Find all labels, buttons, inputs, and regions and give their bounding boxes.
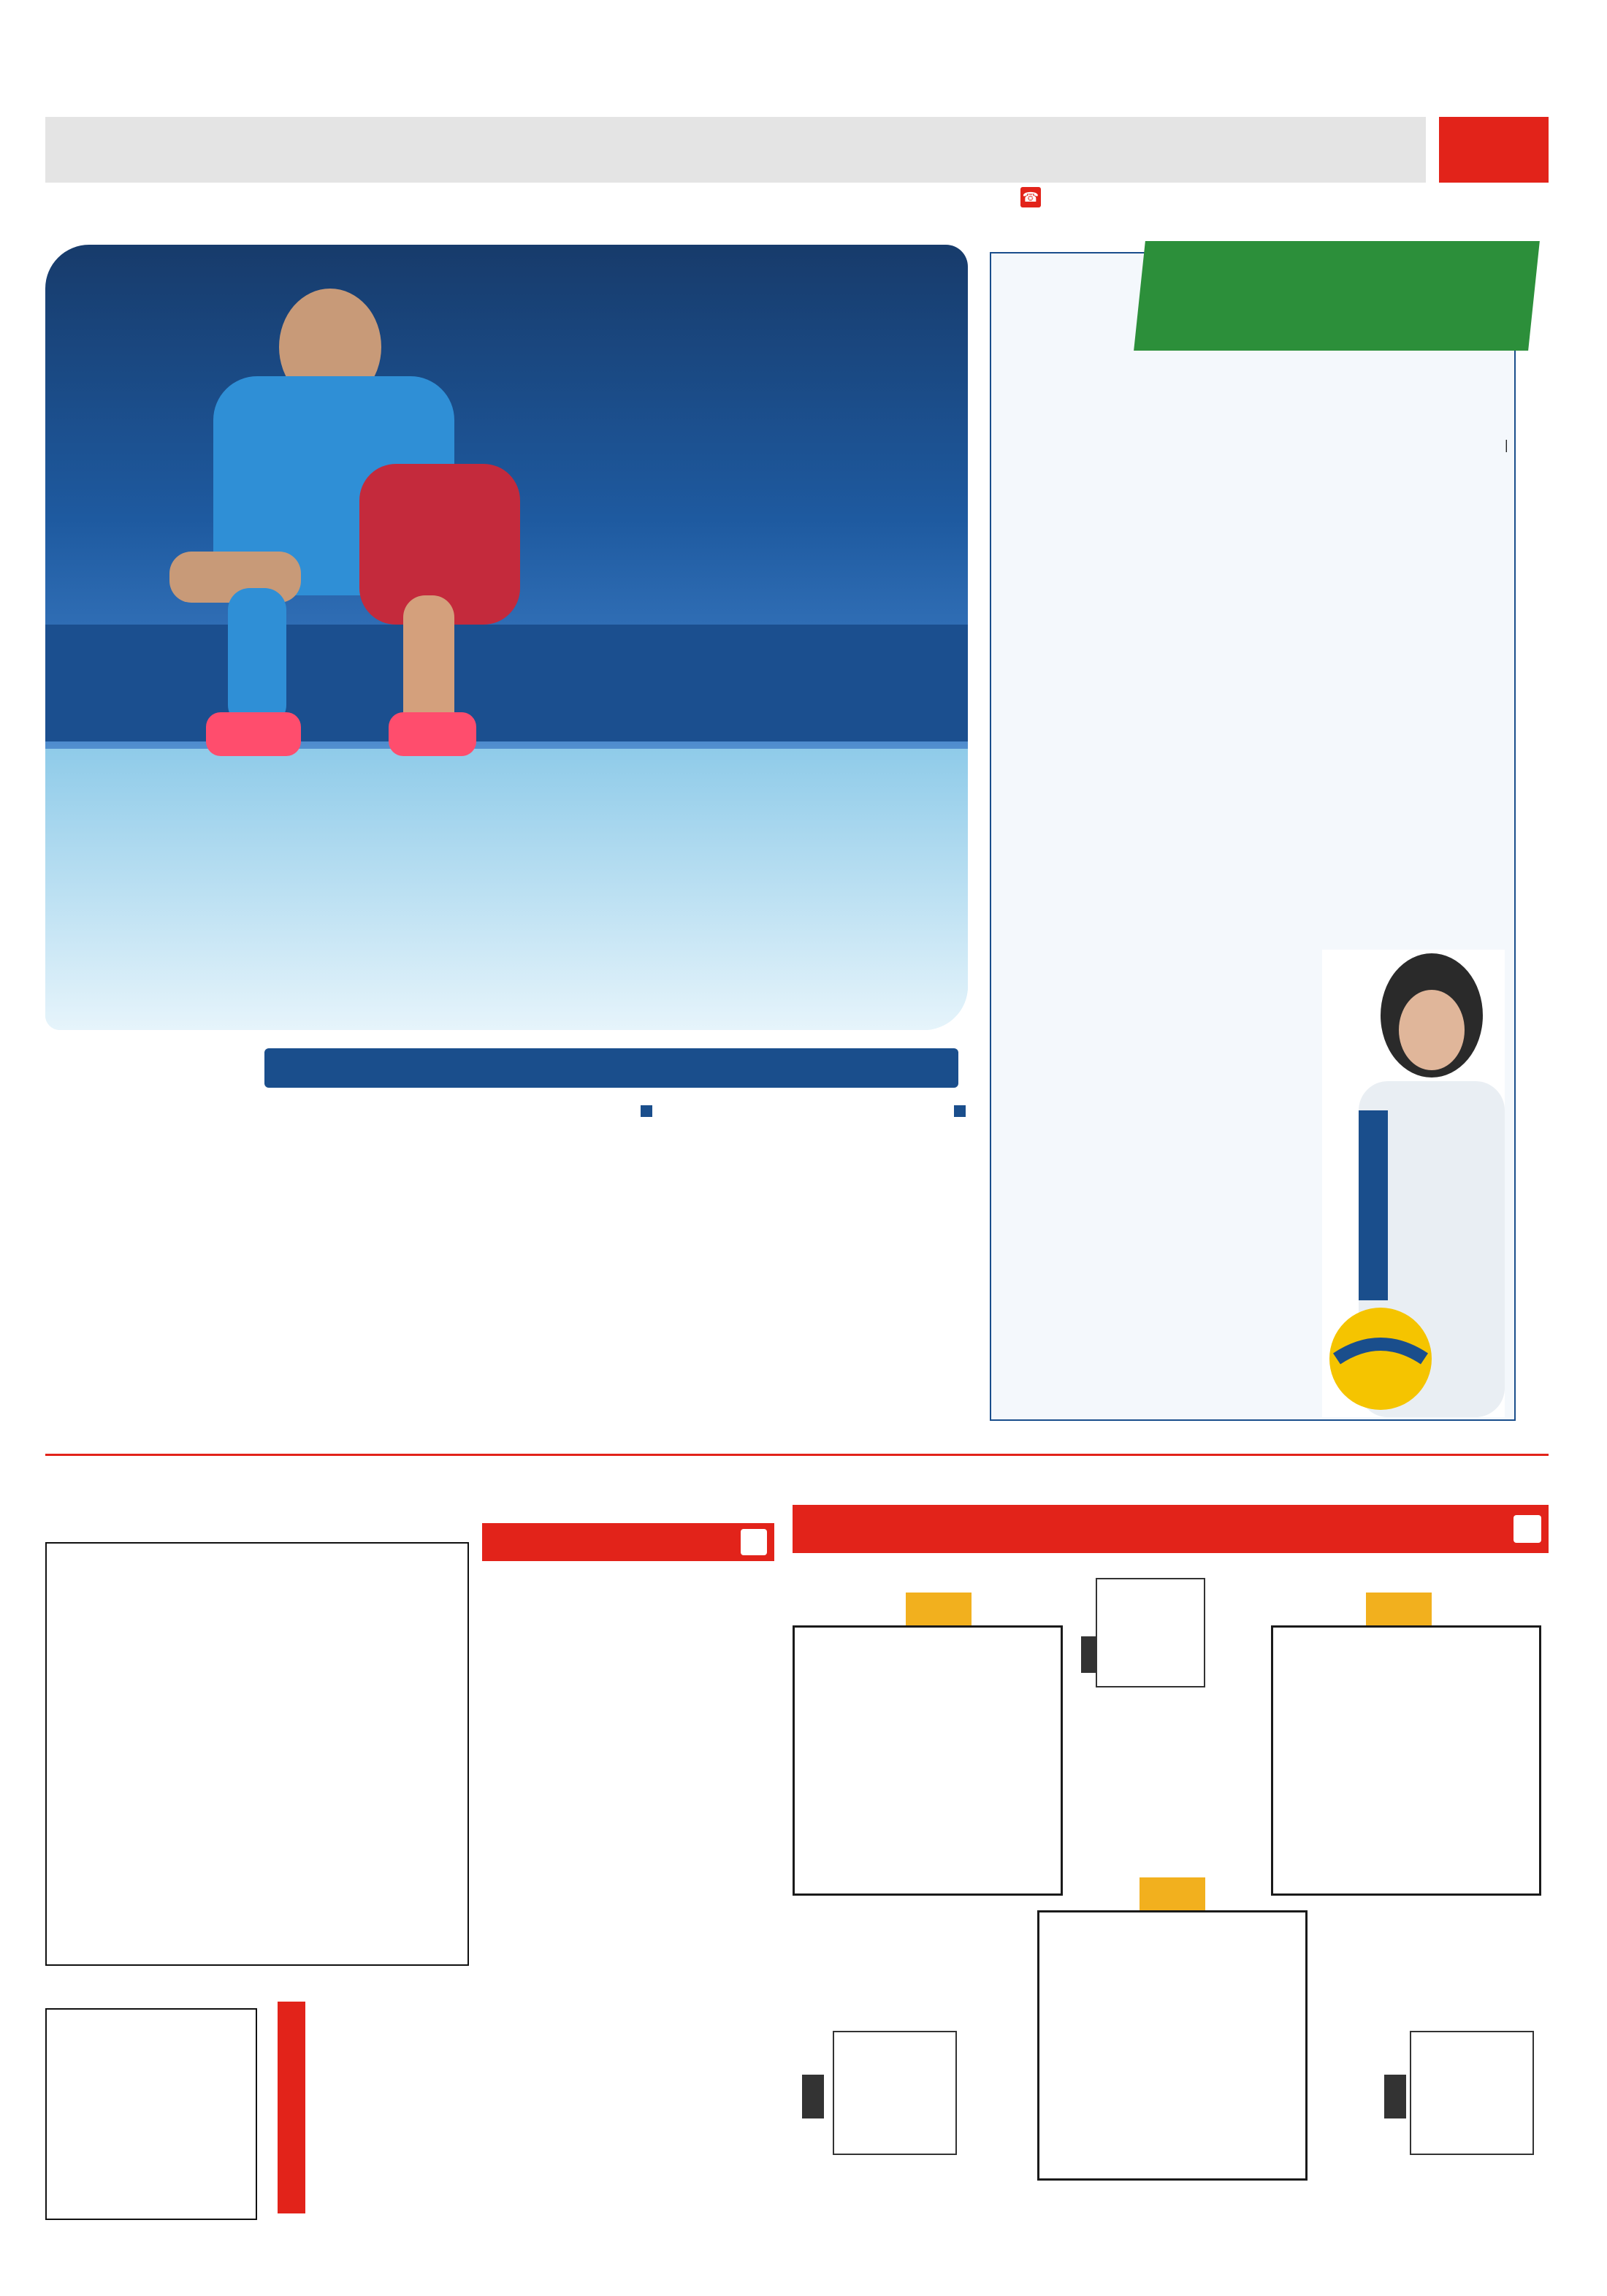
coach-portrait xyxy=(1322,950,1505,1417)
interview-intro: | xyxy=(1504,438,1508,452)
main-article-columns xyxy=(45,1096,966,1439)
square-bullet-icon xyxy=(641,1105,652,1117)
page-number xyxy=(1439,117,1549,183)
answer-grid xyxy=(45,2008,257,2220)
sudoku-header xyxy=(793,1505,1549,1553)
interview-title-banner xyxy=(1134,241,1540,351)
crossword-puzzle xyxy=(45,1523,484,1961)
wrestlers-illustration xyxy=(126,245,535,771)
article-subhead xyxy=(359,1100,652,1122)
qa-column-left xyxy=(1004,526,1248,1403)
header-dateline xyxy=(1012,183,1432,212)
clues-across xyxy=(599,1571,774,2250)
crossword-answer xyxy=(45,1998,264,2217)
crossword-clues-extra xyxy=(314,2002,489,2250)
crossword-row-numbers xyxy=(476,1542,491,1966)
mini-label-hard xyxy=(1384,2075,1406,2118)
sudoku-easy-label xyxy=(1366,1593,1432,1626)
answer-label xyxy=(278,2002,305,2213)
sudoku-easy[interactable] xyxy=(1271,1625,1541,1896)
article-subhead xyxy=(673,1100,966,1122)
wrestling-photo xyxy=(45,245,968,1030)
mini-label-easy xyxy=(802,2075,824,2118)
square-bullet-icon xyxy=(954,1105,966,1117)
article-column-1 xyxy=(673,1096,966,1439)
phone-group xyxy=(1016,187,1041,207)
sudoku-medium[interactable] xyxy=(1037,1910,1308,2181)
mini-label-medium xyxy=(1081,1636,1096,1673)
article-column-3 xyxy=(45,1096,338,1439)
sudoku-answer-mini xyxy=(1096,1578,1205,1687)
photo-mat xyxy=(45,749,968,1030)
sudoku-answer-mini xyxy=(833,2031,957,2155)
crossword-header xyxy=(482,1523,774,1561)
sudoku-hard-label xyxy=(906,1593,972,1626)
main-subheadline xyxy=(264,1048,958,1088)
phone-icon: ☎ xyxy=(1020,187,1041,207)
newspaper-logo[interactable] xyxy=(1008,117,1432,183)
section-divider xyxy=(45,1454,1549,1456)
sudoku-answer-mini xyxy=(1410,2031,1534,2155)
sudoku-hard[interactable] xyxy=(793,1625,1063,1896)
article-column-2 xyxy=(359,1096,652,1439)
puzzle-icon xyxy=(1514,1515,1541,1543)
puzzle-icon xyxy=(741,1529,767,1555)
sudoku-medium-label xyxy=(1140,1877,1205,1911)
crossword-grid[interactable] xyxy=(45,1542,469,1966)
